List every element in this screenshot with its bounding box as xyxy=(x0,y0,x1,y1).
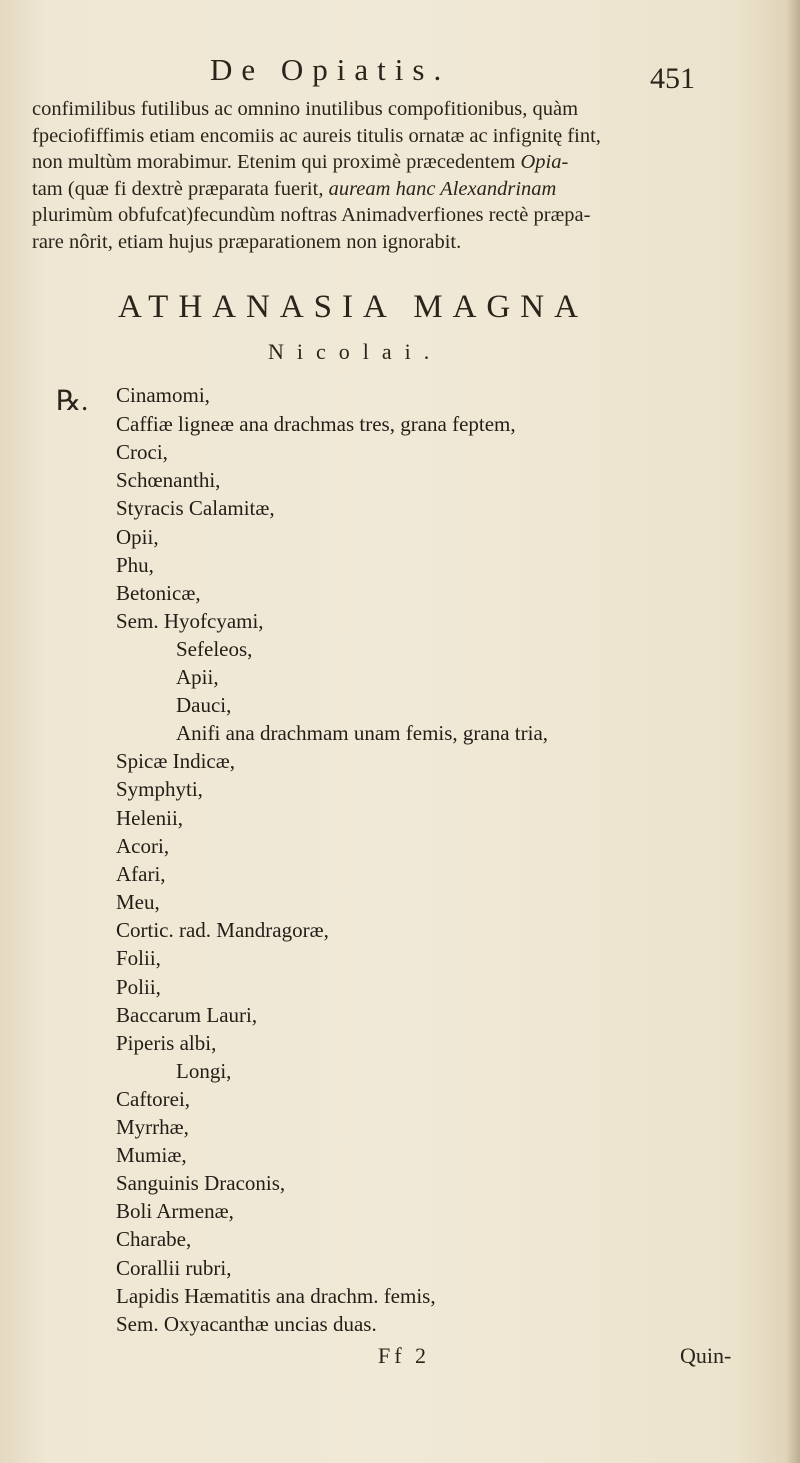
ingredient-item: Helenii, xyxy=(116,806,184,830)
ingredient-item: Boli Armenæ, xyxy=(116,1199,234,1223)
ingredient-item: Charabe, xyxy=(116,1227,192,1251)
ingredient-item: Symphyti, xyxy=(116,777,203,801)
ingredient-item: Caffiæ ligneæ ana drachmas tres, grana feptem, xyxy=(116,412,516,436)
page-number: 451 xyxy=(650,62,695,95)
ingredient-item: Sefeleos, xyxy=(176,637,253,661)
ingredient-item: Anifi ana drachmam unam femis, grana tria, xyxy=(176,721,549,745)
intro-italic-opiatam: Opia- xyxy=(520,151,569,174)
ingredient-item: Styracis Calamitæ, xyxy=(116,496,275,520)
ingredient-item: Dauci, xyxy=(176,693,232,717)
ingredient-item: Afari, xyxy=(116,862,166,886)
ingredient-item: Piperis albi, xyxy=(116,1031,217,1055)
ingredient-item: Croci, xyxy=(116,440,168,464)
ingredient-item: Spicæ Indicæ, xyxy=(116,749,235,773)
intro-line-4-text: tam (quæ fi dextrè præparata fuerit, xyxy=(32,177,329,200)
ingredient-item: Betonicæ, xyxy=(116,581,201,605)
ingredient-item: Sem. Oxyacanthæ uncias duas. xyxy=(116,1312,377,1336)
ingredient-item: Polii, xyxy=(116,975,161,999)
ingredient-item: Cinamomi, xyxy=(116,383,210,407)
recipe-subtitle: Nicolai. xyxy=(268,339,443,364)
intro-line-3-text: non multùm morabimur. Etenim qui proximè præcedentem xyxy=(32,151,521,174)
catchword: Quin- xyxy=(680,1343,732,1368)
ingredient-item: Baccarum Lauri, xyxy=(116,1003,258,1027)
ingredient-item: Schœnanthi, xyxy=(116,468,221,492)
ingredient-item: Cortic. rad. Mandragoræ, xyxy=(116,918,329,942)
ingredient-item: Folii, xyxy=(116,946,161,970)
ingredient-item: Sem. Hyofcyami, xyxy=(116,609,264,633)
intro-line-2: fpeciofiffimis etiam encomiis ac aureis titulis ornatæ ac infignitę fint, xyxy=(32,124,601,147)
page-edge-shadow xyxy=(786,0,800,1463)
ingredient-item: Lapidis Hæmatitis ana drachm. femis, xyxy=(116,1284,436,1308)
ingredient-item: Longi, xyxy=(176,1059,232,1083)
intro-paragraph xyxy=(32,96,722,256)
intro-line-6: rare nôrit, etiam hujus præparationem non ignorabit. xyxy=(32,230,462,253)
ingredient-item: Caftorei, xyxy=(116,1087,191,1111)
ingredient-item: Myrrhæ, xyxy=(116,1115,189,1139)
recipe-title: ATHANASIA MAGNA xyxy=(118,289,588,325)
signature-mark: Ff 2 xyxy=(378,1343,431,1368)
intro-italic-auream: auream hanc Alexandrinam xyxy=(328,177,557,200)
ingredient-item: Opii, xyxy=(116,525,159,549)
intro-line-1: confimilibus futilibus ac omnino inutilibus compofitionibus, quàm xyxy=(32,98,579,120)
ingredient-item: Apii, xyxy=(176,665,219,689)
ingredient-item: Meu, xyxy=(116,890,160,914)
ingredient-item: Corallii rubri, xyxy=(116,1256,232,1280)
ingredient-item: Mumiæ, xyxy=(116,1143,187,1167)
recipe-symbol: ℞. xyxy=(56,386,89,417)
ingredient-item: Acori, xyxy=(116,834,170,858)
intro-line-3 xyxy=(32,149,722,176)
running-head: De Opiatis. xyxy=(210,52,451,87)
ingredient-item: Sanguinis Draconis, xyxy=(116,1171,286,1195)
ingredient-item: Phu, xyxy=(116,553,154,577)
intro-line-5: plurimùm obfufcat)fecundùm noftras Animadverfiones rectè præpa- xyxy=(32,204,591,227)
intro-line-4 xyxy=(32,176,722,203)
